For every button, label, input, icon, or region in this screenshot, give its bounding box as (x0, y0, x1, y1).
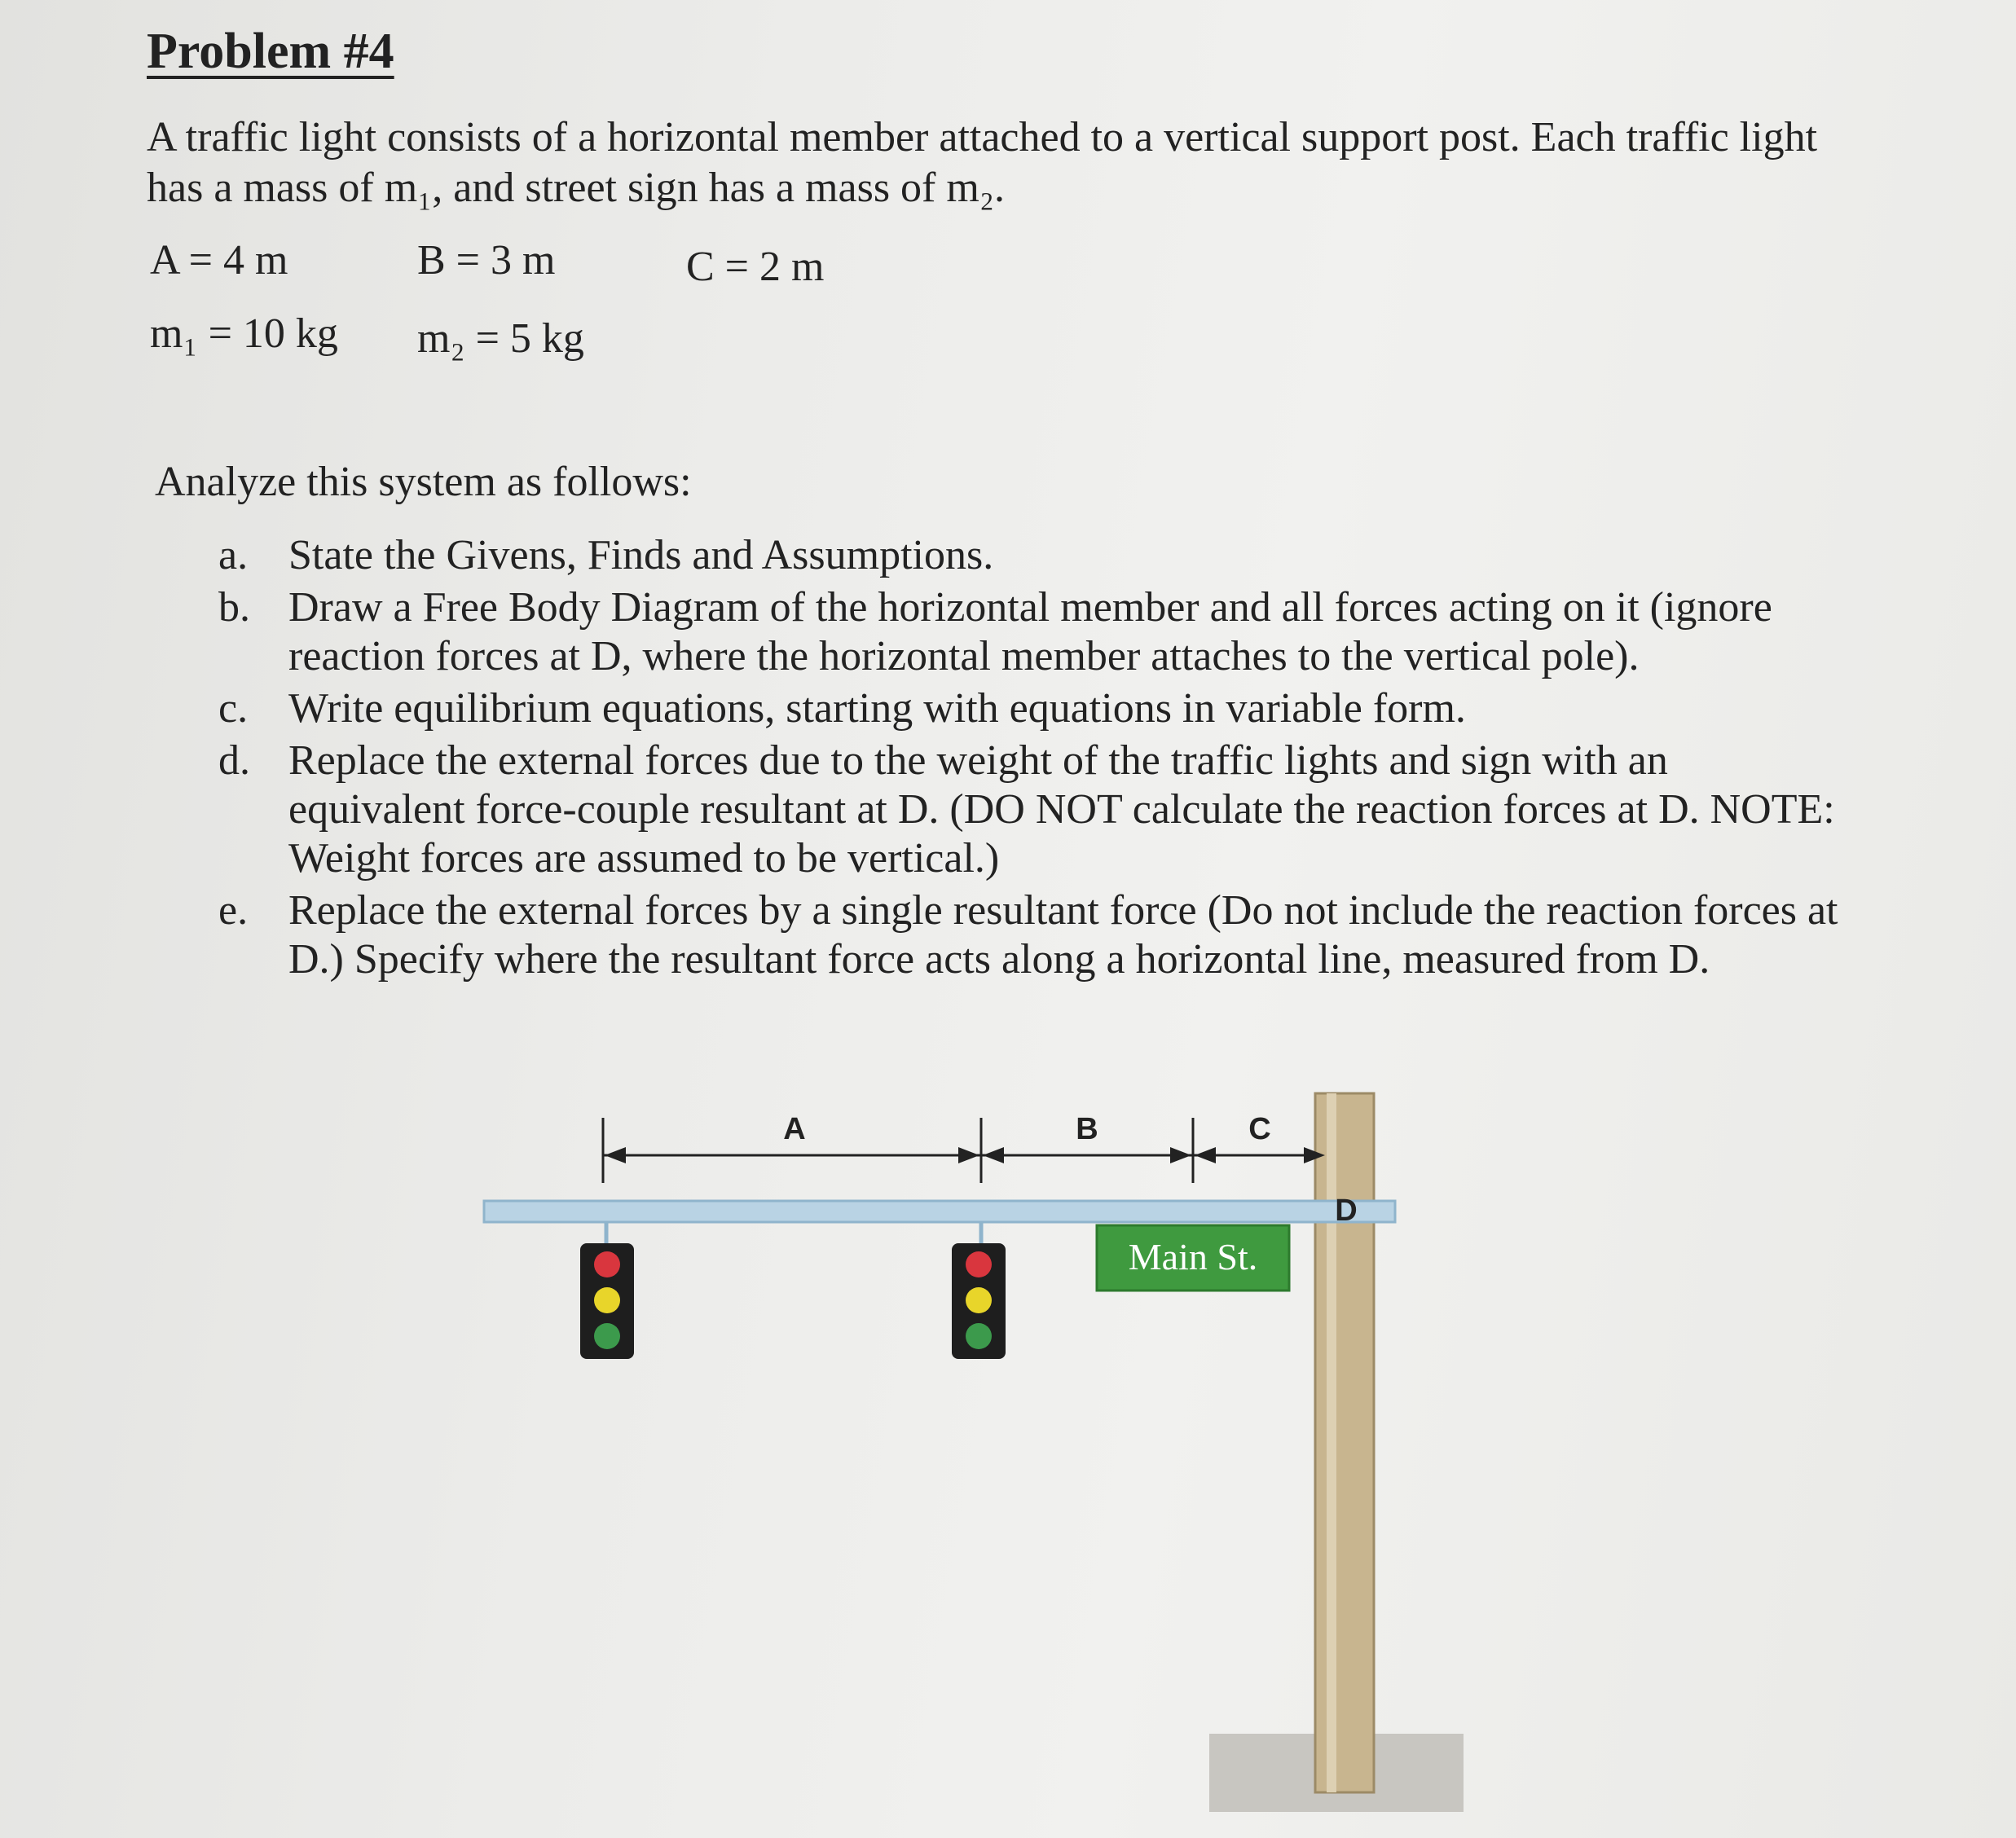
dimension-arrowhead (1195, 1147, 1216, 1163)
task-text: Write equilibrium equations, starting with equations in variable form. (288, 685, 1466, 732)
analyze-heading: Analyze this system as follows: (155, 459, 692, 505)
point-d-label: D (1335, 1194, 1358, 1228)
given-m2: m₂ = 5 kg (417, 315, 584, 362)
dimension-label-a: A (783, 1112, 806, 1146)
dimension-arrowhead (1170, 1147, 1191, 1163)
light-2-yellow-lamp (966, 1287, 992, 1313)
dimension-arrowhead (605, 1147, 626, 1163)
task-text: Replace the external forces due to the weight of the traffic lights and sign with an equivalent force-couple resultant at D. (DO NOT calculate the reaction forces at D. NOTE: Weight forces are assumed to be vertical.) (288, 737, 1835, 882)
light-1-red-lamp (594, 1251, 620, 1277)
light-2-green-lamp (966, 1323, 992, 1349)
task-marker: c. (218, 685, 249, 732)
light-2-red-lamp (966, 1251, 992, 1277)
task-text: Replace the external forces by a single resultant force (Do not include the reaction forces at D.) Specify where the resultant force acts along a horizontal line, measured from D. (288, 887, 1838, 983)
given-a: A = 4 m (150, 237, 288, 284)
light-1-yellow-lamp (594, 1287, 620, 1313)
dimension-label-b: B (1076, 1112, 1098, 1146)
task-text: Draw a Free Body Diagram of the horizontal member and all forces acting on it (ignore reaction forces at D, where the horizontal member attaches to the vertical pole). (288, 584, 1772, 679)
horizontal-member (484, 1201, 1395, 1222)
light-1-green-lamp (594, 1323, 620, 1349)
given-m1: m₁ = 10 kg (150, 310, 338, 357)
problem-title: Problem #4 (147, 24, 394, 79)
task-text: State the Givens, Finds and Assumptions. (288, 532, 994, 578)
dimension-arrowhead (958, 1147, 979, 1163)
dimension-arrowhead (983, 1147, 1004, 1163)
task-marker: b. (218, 584, 250, 631)
dimension-label-c: C (1248, 1112, 1271, 1146)
task-marker: a. (218, 532, 249, 578)
problem-intro: A traffic light consists of a horizontal member attached to a vertical support post. Each traffic light has a mass of m₁, and street sign has a mass of m₂. (147, 114, 1818, 211)
task-marker: d. (218, 737, 250, 784)
task-marker: e. (218, 887, 249, 934)
given-b: B = 3 m (417, 237, 556, 284)
street-sign-text: Main St. (1128, 1236, 1258, 1277)
given-c: C = 2 m (686, 244, 825, 290)
